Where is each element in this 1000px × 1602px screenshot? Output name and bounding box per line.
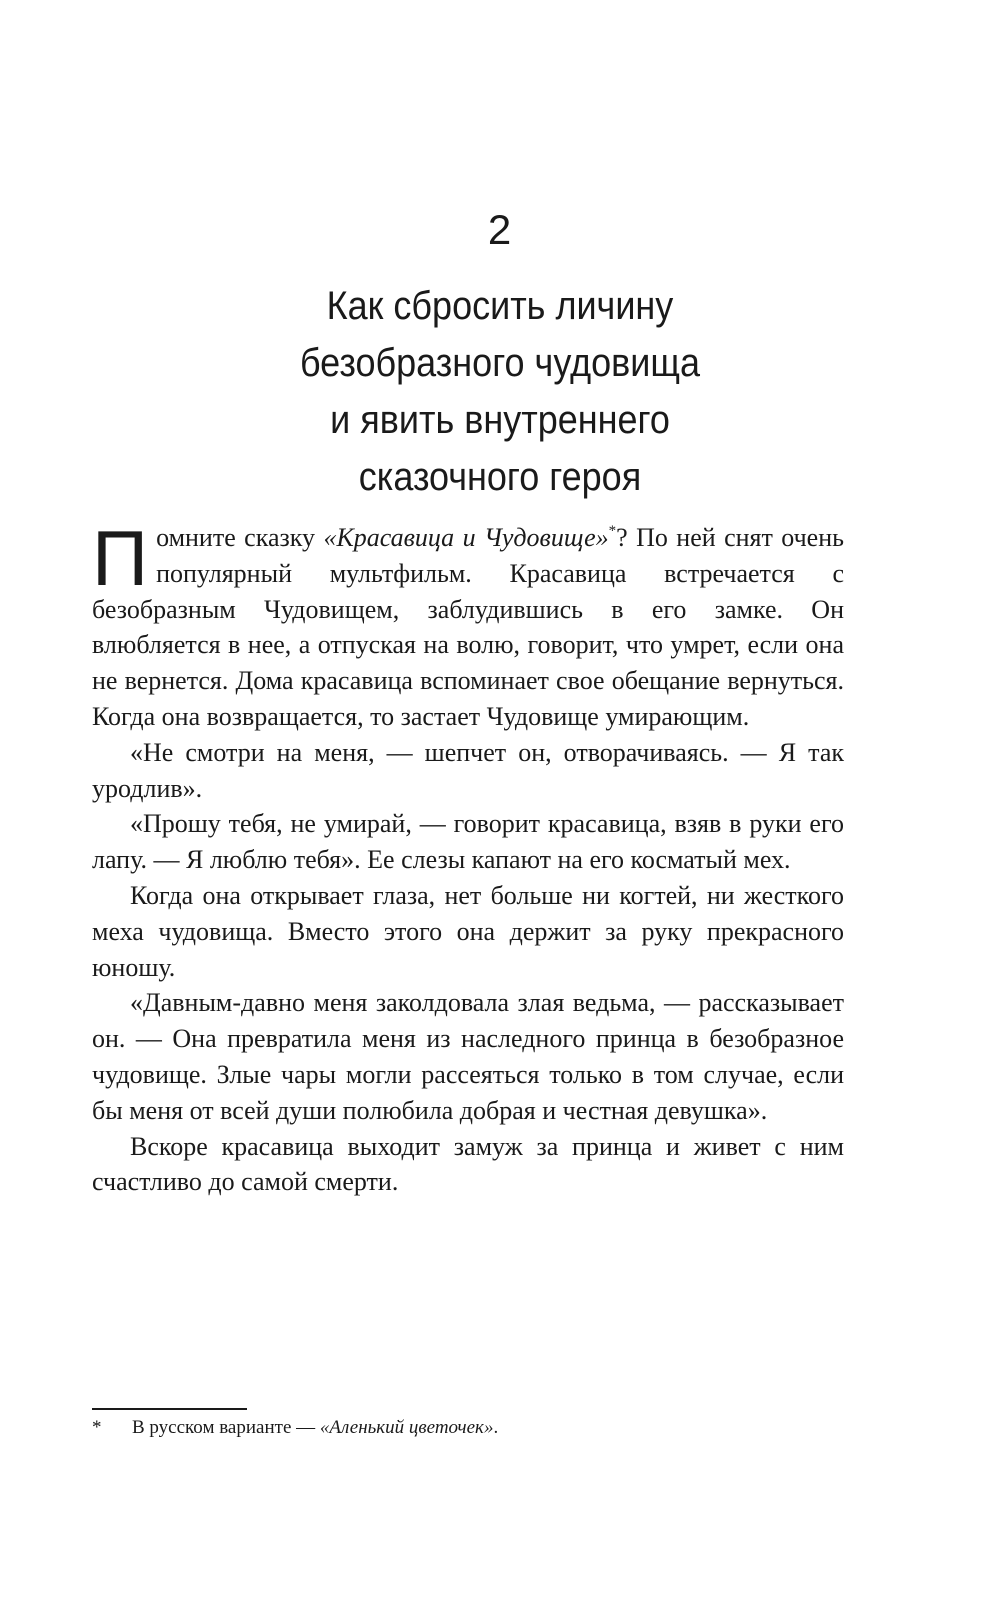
chapter-title-line: Как сбросить личину [326,284,674,328]
paragraph: «Давным-давно меня заколдовала злая ведьма, — рассказывает он. — Она превратила меня из наследного принца в безобразное чудовище. Злые чары могли рассеяться только в том случае, если бы меня от всей души полюбила добрая и честная девушка». [92,988,844,1125]
chapter-title-line: сказочного героя [358,455,642,499]
intro-lead: омните сказку [156,523,324,552]
paragraph: «Прошу тебя, не умирай, — говорит красавица, взяв в руки его лапу. — Я люблю тебя». Ее слезы капают на его косматый мех. [92,809,844,875]
footnote [92,1414,844,1442]
paragraph: «Не смотри на меня, — шепчет он, отворачиваясь. — Я так уродлив». [92,737,844,803]
footnote-marker: * [92,1417,102,1438]
footnote-text: В русском варианте — [132,1417,320,1438]
chapter-number: 2 [487,206,513,253]
paragraph-intro [92,514,844,735]
drop-cap: П [92,514,149,602]
paragraph: Вскоре красавица выходит замуж за принца и живет с ним счастливо до самой смерти. [92,1131,844,1197]
footnote-divider [92,1408,247,1410]
paragraph: Когда она открывает глаза, нет больше ни когтей, ни жесткого меха чудовища. Вместо этого она держит за руку прекрасного юношу. [92,880,844,982]
chapter-title-line: безобразного чудовища [299,341,701,385]
fairy-tale-title: «Красавица и Чудовище» [323,523,609,552]
chapter-title [212,278,788,506]
chapter-title-line: и явить внутреннего [330,398,670,442]
footnote-reference[interactable]: * [608,523,617,539]
body-text [92,514,844,1200]
intro-rest: ? По ней снят очень популярный мультфильм. Красавица встречается с безобразным Чудовищем, заблудившись в его замке. Он влюбляется в нее, а отпуская на волю, говорит, что умрет, если она не вернется. Дома красавица вспоминает свое обещание вернуться. Когда она возвращается, то застает Чудовище умирающим. [92,523,844,731]
footnote-end: . [493,1417,499,1438]
footnote-title: «Аленький цветочек» [319,1417,494,1438]
